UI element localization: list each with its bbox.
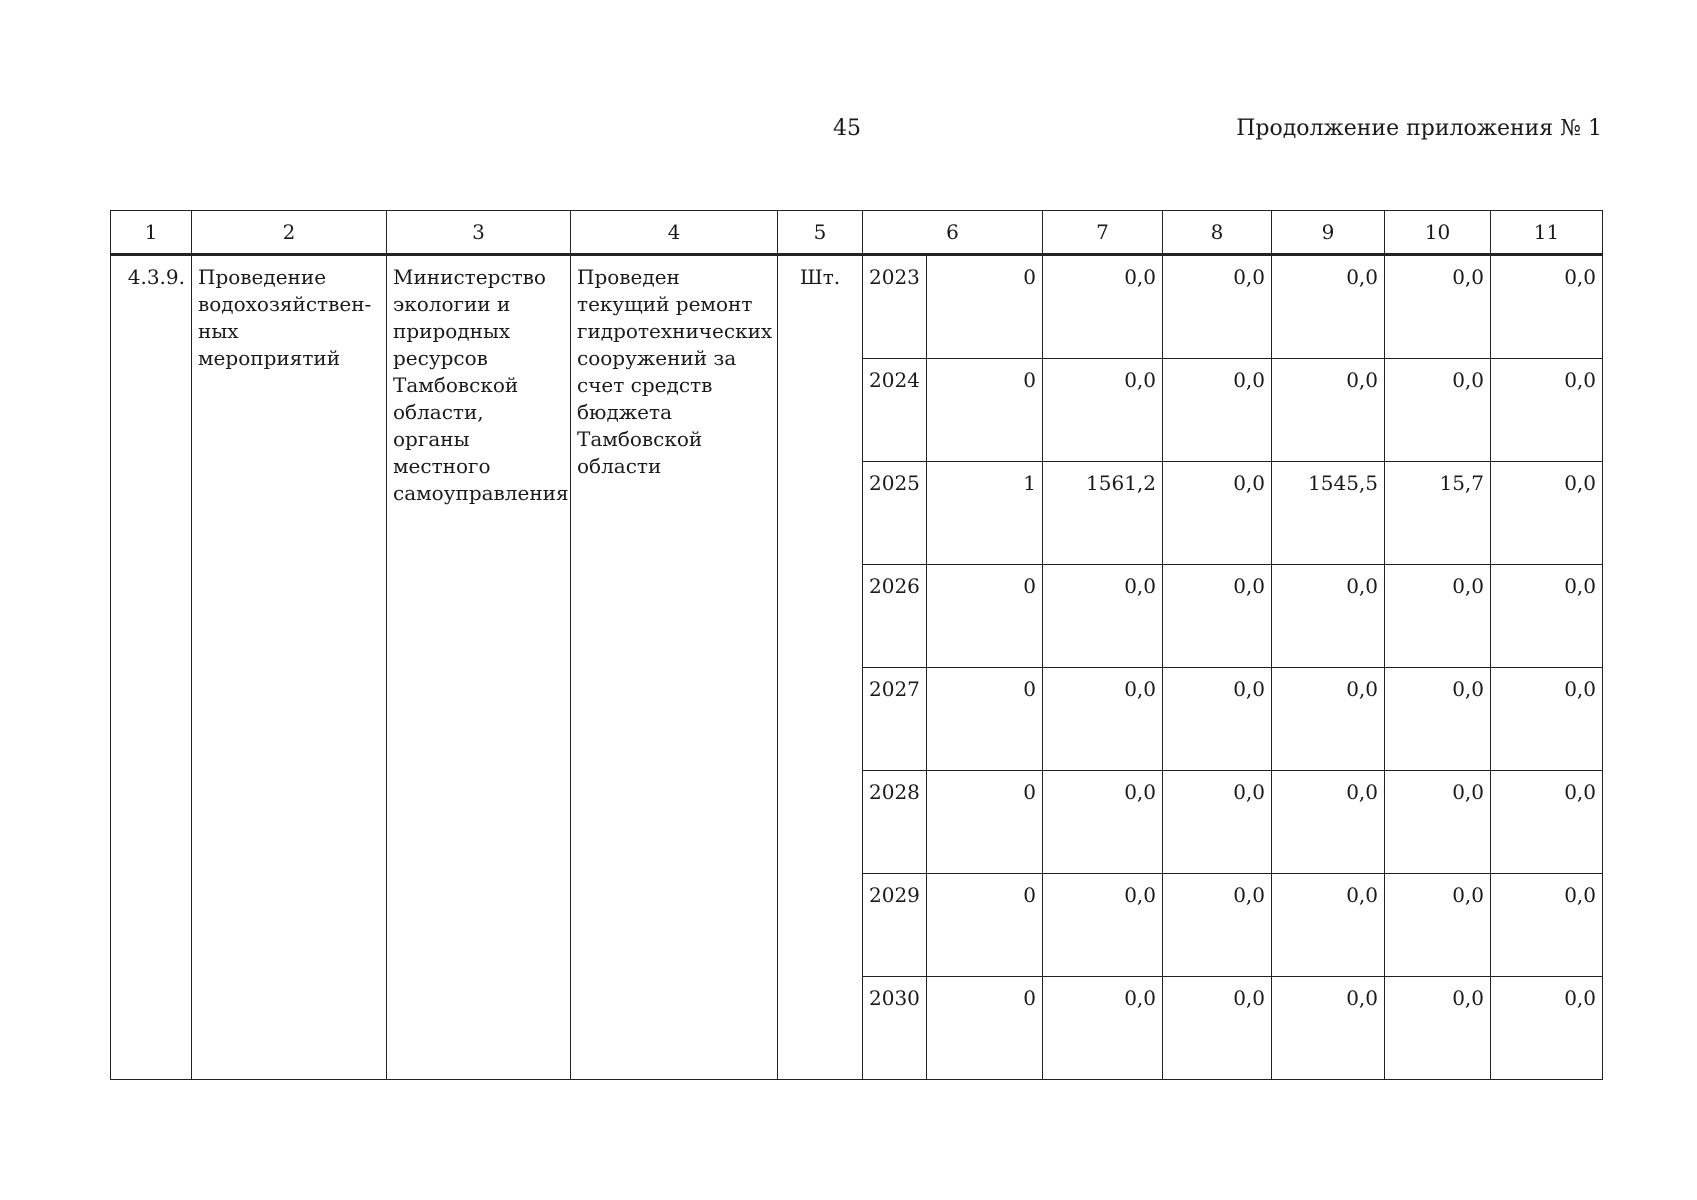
finance-col-7: 1561,2: [1043, 462, 1163, 565]
column-header: 4: [571, 211, 778, 255]
finance-col-8: 0,0: [1163, 565, 1272, 668]
finance-col-7: 0,0: [1043, 565, 1163, 668]
year-cell: 2027: [863, 668, 927, 771]
finance-col-10: 0,0: [1385, 668, 1491, 771]
finance-col-11: 0,0: [1491, 255, 1603, 359]
finance-col-7: 0,0: [1043, 771, 1163, 874]
finance-col-7: 0,0: [1043, 255, 1163, 359]
finance-col-9: 1545,5: [1272, 462, 1385, 565]
finance-col-8: 0,0: [1163, 977, 1272, 1080]
appendix-continuation-note: Продолжение приложения № 1: [1236, 116, 1602, 141]
indicator-value: 0: [927, 977, 1043, 1080]
finance-col-9: 0,0: [1272, 255, 1385, 359]
finance-col-8: 0,0: [1163, 771, 1272, 874]
finance-col-11: 0,0: [1491, 771, 1603, 874]
year-cell: 2024: [863, 359, 927, 462]
finance-col-8: 0,0: [1163, 462, 1272, 565]
indicator-value: 0: [927, 255, 1043, 359]
year-cell: 2023: [863, 255, 927, 359]
finance-col-10: 0,0: [1385, 874, 1491, 977]
finance-col-11: 0,0: [1491, 462, 1603, 565]
indicator-value: 1: [927, 462, 1043, 565]
finance-col-9: 0,0: [1272, 359, 1385, 462]
item-result: Проведен текущий ремонт гидротехнических сооружений за счет средств бюджета Тамбовской области: [571, 255, 778, 1080]
item-executor: Министерство экологии и природных ресурсов Тамбовской области, органы местного самоуправления: [387, 255, 571, 1080]
finance-col-10: 0,0: [1385, 359, 1491, 462]
finance-col-11: 0,0: [1491, 977, 1603, 1080]
finance-col-7: 0,0: [1043, 977, 1163, 1080]
finance-col-11: 0,0: [1491, 668, 1603, 771]
finance-col-8: 0,0: [1163, 255, 1272, 359]
year-cell: 2029: [863, 874, 927, 977]
finance-col-9: 0,0: [1272, 874, 1385, 977]
indicator-value: 0: [927, 565, 1043, 668]
column-header: 1: [111, 211, 192, 255]
page-number: 45: [833, 116, 861, 141]
finance-col-9: 0,0: [1272, 977, 1385, 1080]
item-unit: Шт.: [778, 255, 863, 1080]
column-header: 9: [1272, 211, 1385, 255]
finance-col-10: 0,0: [1385, 255, 1491, 359]
finance-col-9: 0,0: [1272, 565, 1385, 668]
finance-col-11: 0,0: [1491, 359, 1603, 462]
column-header: 6: [863, 211, 1043, 255]
finance-col-9: 0,0: [1272, 771, 1385, 874]
indicator-value: 0: [927, 771, 1043, 874]
column-header: 10: [1385, 211, 1491, 255]
finance-col-10: 0,0: [1385, 977, 1491, 1080]
item-code: 4.3.9.: [111, 255, 192, 1080]
year-cell: 2028: [863, 771, 927, 874]
column-header: 5: [778, 211, 863, 255]
finance-col-7: 0,0: [1043, 668, 1163, 771]
finance-col-11: 0,0: [1491, 565, 1603, 668]
indicator-value: 0: [927, 668, 1043, 771]
finance-col-10: 0,0: [1385, 565, 1491, 668]
finance-col-7: 0,0: [1043, 874, 1163, 977]
item-name: Проведение водохозяйствен-ных мероприятий: [192, 255, 387, 1080]
column-header: 8: [1163, 211, 1272, 255]
finance-col-8: 0,0: [1163, 668, 1272, 771]
activities-table: [110, 210, 1603, 1080]
indicator-value: 0: [927, 874, 1043, 977]
year-cell: 2025: [863, 462, 927, 565]
year-cell: 2030: [863, 977, 927, 1080]
finance-col-8: 0,0: [1163, 359, 1272, 462]
finance-col-10: 15,7: [1385, 462, 1491, 565]
finance-col-10: 0,0: [1385, 771, 1491, 874]
column-number-row: [111, 211, 1603, 255]
table-row: [111, 255, 1603, 359]
indicator-value: 0: [927, 359, 1043, 462]
column-header: 2: [192, 211, 387, 255]
column-header: 11: [1491, 211, 1603, 255]
finance-col-8: 0,0: [1163, 874, 1272, 977]
column-header: 3: [387, 211, 571, 255]
finance-col-9: 0,0: [1272, 668, 1385, 771]
column-header: 7: [1043, 211, 1163, 255]
year-cell: 2026: [863, 565, 927, 668]
finance-col-7: 0,0: [1043, 359, 1163, 462]
finance-col-11: 0,0: [1491, 874, 1603, 977]
